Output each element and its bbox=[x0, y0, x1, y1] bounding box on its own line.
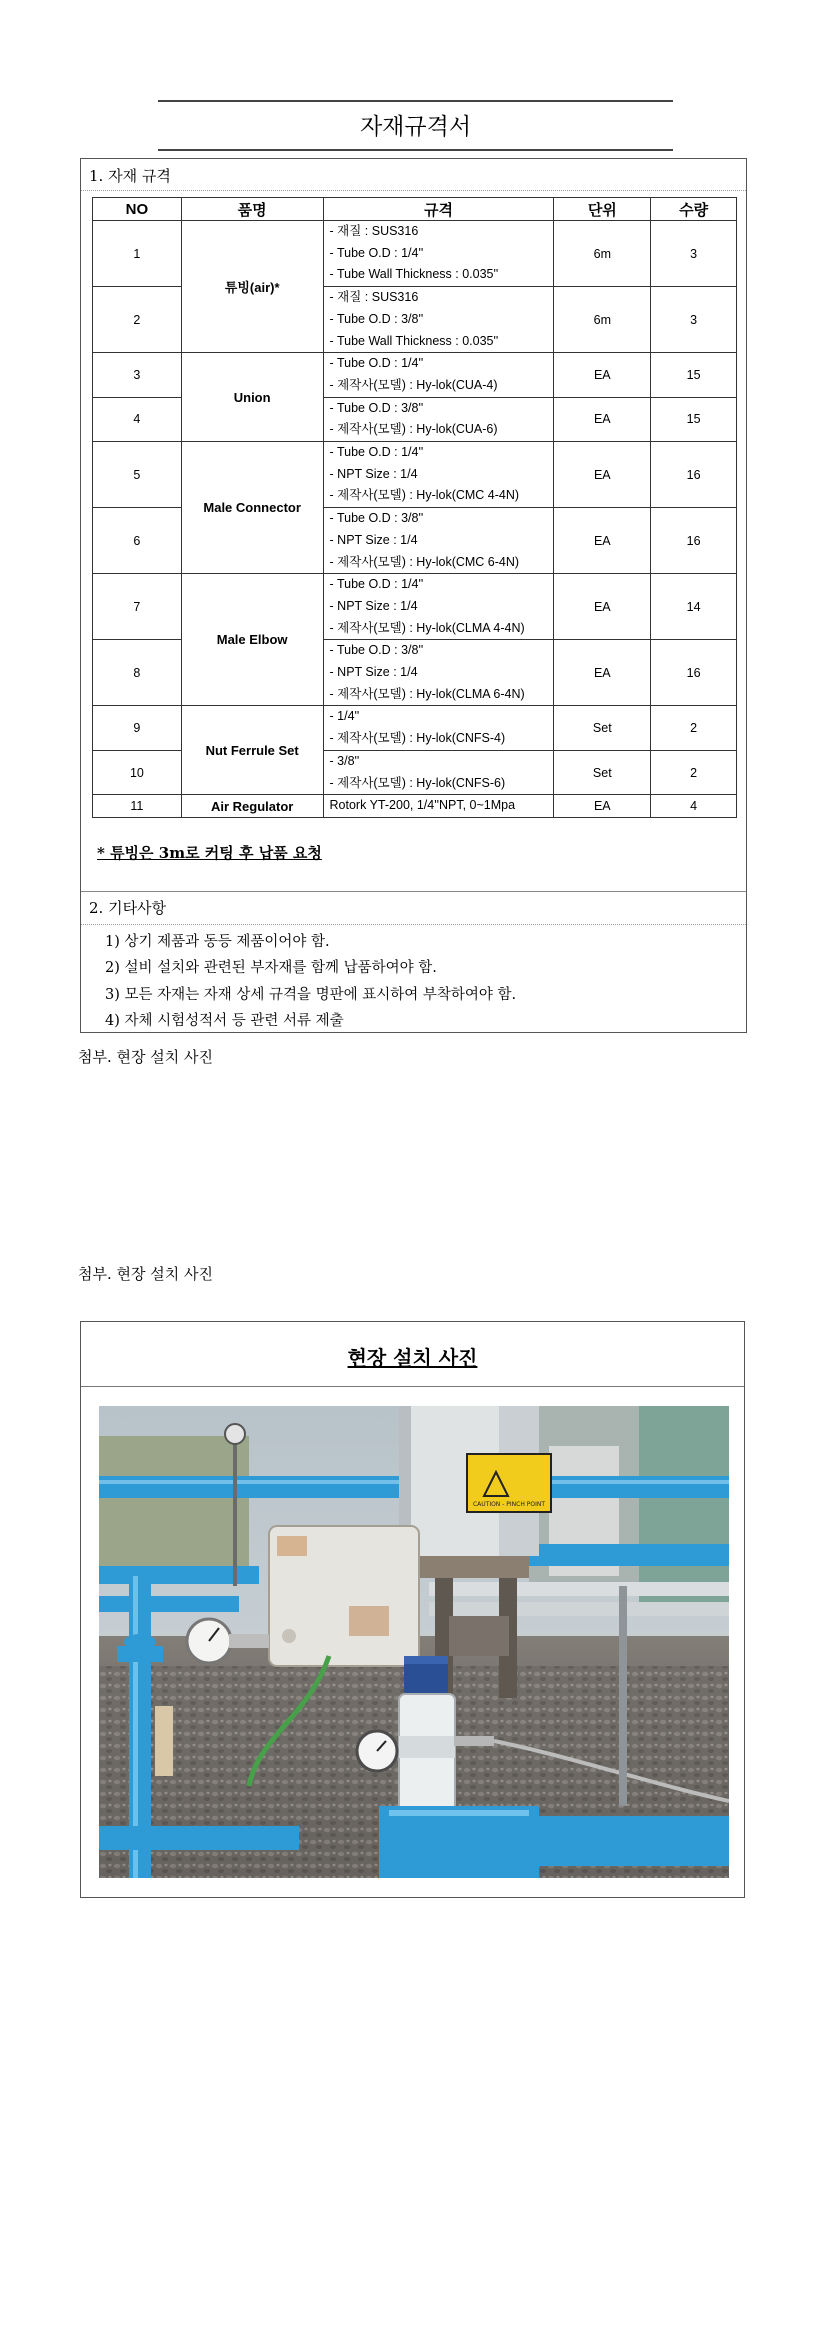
spec-line: - Tube O.D : 3/8'' bbox=[329, 511, 424, 526]
section2-heading: 2. 기타사항 bbox=[89, 899, 167, 917]
row-unit: Set bbox=[554, 706, 651, 750]
item-name: Union bbox=[181, 353, 323, 442]
spec-table bbox=[92, 197, 737, 818]
item-name: Air Regulator bbox=[181, 795, 323, 818]
attachment-label: 첨부. 현장 설치 사진 bbox=[78, 1265, 213, 1283]
spec-line: - Tube O.D : 1/4'' bbox=[329, 356, 424, 371]
spec-line: - NPT Size : 1/4 bbox=[329, 598, 418, 613]
spec-line: - 재질 : SUS316 bbox=[329, 224, 419, 238]
row-qty: 2 bbox=[651, 750, 737, 794]
row-no: 1 bbox=[93, 221, 182, 287]
row-spec bbox=[323, 706, 554, 750]
spec-line: - 제작사(모델) : Hy-lok(CUA-6) bbox=[329, 422, 498, 437]
row-spec bbox=[323, 750, 554, 794]
spec-line: - Tube O.D : 3/8'' bbox=[329, 311, 424, 326]
table-row bbox=[93, 221, 737, 287]
photo-divider bbox=[81, 1386, 744, 1387]
spec-line: - 제작사(모델) : Hy-lok(CMC 4-4N) bbox=[329, 488, 520, 503]
caution-sign-text: CAUTION - PINCH POINT bbox=[472, 1501, 546, 1508]
row-unit: Set bbox=[554, 750, 651, 794]
row-no: 9 bbox=[93, 706, 182, 750]
spec-line: - 제작사(모델) : Hy-lok(CNFS-6) bbox=[329, 775, 506, 790]
row-no: 3 bbox=[93, 353, 182, 397]
row-unit: 6m bbox=[554, 221, 651, 287]
table-row bbox=[93, 574, 737, 640]
attachment-label: 첨부. 현장 설치 사진 bbox=[78, 1048, 213, 1066]
row-no: 2 bbox=[93, 287, 182, 353]
row-qty: 16 bbox=[651, 508, 737, 574]
row-qty: 4 bbox=[651, 795, 737, 818]
section1-heading: 1. 자재 규격 bbox=[89, 167, 171, 185]
row-qty: 14 bbox=[651, 574, 737, 640]
table-row bbox=[93, 442, 737, 508]
spec-line: - 제작사(모델) : Hy-lok(CLMA 6-4N) bbox=[329, 686, 525, 701]
table-header-row bbox=[93, 198, 737, 221]
row-spec bbox=[323, 397, 554, 441]
row-spec bbox=[323, 574, 554, 640]
etc-item: 1) 상기 제품과 동등 제품이어야 함. bbox=[105, 934, 330, 950]
spec-line: - NPT Size : 1/4 bbox=[329, 665, 418, 680]
row-qty: 3 bbox=[651, 221, 737, 287]
row-no: 11 bbox=[93, 795, 182, 818]
spec-line: - Tube O.D : 1/4'' bbox=[329, 445, 424, 460]
spec-line: - 제작사(모델) : Hy-lok(CUA-4) bbox=[329, 377, 498, 392]
row-qty: 15 bbox=[651, 397, 737, 441]
row-no: 8 bbox=[93, 640, 182, 706]
etc-item: 2) 설비 설치와 관련된 부자재를 함께 납품하여야 함. bbox=[105, 960, 437, 976]
section2-divider bbox=[81, 924, 746, 925]
spec-line: - 제작사(모델) : Hy-lok(CLMA 4-4N) bbox=[329, 620, 525, 635]
header-unit: 단위 bbox=[554, 198, 651, 221]
item-name: Male Connector bbox=[181, 442, 323, 574]
table-row bbox=[93, 706, 737, 750]
row-spec: Rotork YT-200, 1/4''NPT, 0~1Mpa bbox=[323, 795, 554, 818]
row-no: 10 bbox=[93, 750, 182, 794]
spec-line: - 재질 : SUS316 bbox=[329, 290, 419, 305]
row-unit: EA bbox=[554, 353, 651, 397]
row-unit: EA bbox=[554, 397, 651, 441]
row-spec bbox=[323, 287, 554, 353]
etc-item: 4) 자체 시험성적서 등 관련 서류 제출 bbox=[105, 1013, 344, 1029]
spec-section bbox=[80, 158, 747, 1033]
photo-title: 현장 설치 사진 bbox=[347, 1346, 478, 1370]
row-no: 7 bbox=[93, 574, 182, 640]
row-qty: 16 bbox=[651, 640, 737, 706]
spec-line: - Tube Wall Thickness : 0.035'' bbox=[329, 267, 499, 282]
title-top-rule bbox=[158, 100, 673, 102]
spec-line: - NPT Size : 1/4 bbox=[329, 532, 418, 547]
row-no: 6 bbox=[93, 508, 182, 574]
spec-line: - 제작사(모델) : Hy-lok(CNFS-4) bbox=[329, 731, 506, 746]
row-no: 5 bbox=[93, 442, 182, 508]
spec-line: - Tube Wall Thickness : 0.035'' bbox=[329, 333, 499, 348]
item-name: Male Elbow bbox=[181, 574, 323, 706]
row-spec bbox=[323, 353, 554, 397]
row-qty: 15 bbox=[651, 353, 737, 397]
section2-top-divider bbox=[81, 891, 746, 892]
row-spec bbox=[323, 442, 554, 508]
title-bottom-rule bbox=[158, 149, 673, 151]
row-qty: 16 bbox=[651, 442, 737, 508]
spec-line: - Tube O.D : 1/4'' bbox=[329, 577, 424, 592]
row-unit: EA bbox=[554, 442, 651, 508]
spec-line: - 제작사(모델) : Hy-lok(CMC 6-4N) bbox=[329, 554, 520, 569]
row-spec bbox=[323, 221, 554, 287]
header-spec: 규격 bbox=[323, 198, 554, 221]
row-unit: EA bbox=[554, 574, 651, 640]
row-unit: EA bbox=[554, 795, 651, 818]
row-qty: 3 bbox=[651, 287, 737, 353]
spec-line: - Tube O.D : 3/8'' bbox=[329, 643, 424, 658]
spec-line: - Tube O.D : 3/8'' bbox=[329, 400, 424, 415]
row-qty: 2 bbox=[651, 706, 737, 750]
spec-line: - NPT Size : 1/4 bbox=[329, 466, 418, 481]
row-no: 4 bbox=[93, 397, 182, 441]
spec-line: - 1/4'' bbox=[329, 709, 360, 724]
etc-item: 3) 모든 자재는 자재 상세 규격을 명판에 표시하여 부착하여야 함. bbox=[105, 987, 517, 1003]
site-photo-section bbox=[80, 1321, 745, 1898]
item-name: 튜빙(air)* bbox=[181, 221, 323, 353]
header-no: NO bbox=[93, 198, 182, 221]
site-installation-photo bbox=[99, 1406, 729, 1878]
row-spec bbox=[323, 508, 554, 574]
item-name: Nut Ferrule Set bbox=[181, 706, 323, 795]
table-row bbox=[93, 353, 737, 397]
header-qty: 수량 bbox=[651, 198, 737, 221]
row-unit: EA bbox=[554, 640, 651, 706]
tubing-cut-note: * 튜빙은 3m로 커팅 후 납품 요청 bbox=[97, 844, 322, 862]
row-unit: EA bbox=[554, 508, 651, 574]
row-spec bbox=[323, 640, 554, 706]
row-unit: 6m bbox=[554, 287, 651, 353]
section1-divider bbox=[81, 190, 746, 191]
spec-line: - 3/8'' bbox=[329, 753, 360, 768]
spec-line: - Tube O.D : 1/4'' bbox=[329, 245, 424, 260]
document-title: 자재규격서 bbox=[359, 114, 472, 140]
table-row bbox=[93, 795, 737, 818]
header-name: 품명 bbox=[181, 198, 323, 221]
